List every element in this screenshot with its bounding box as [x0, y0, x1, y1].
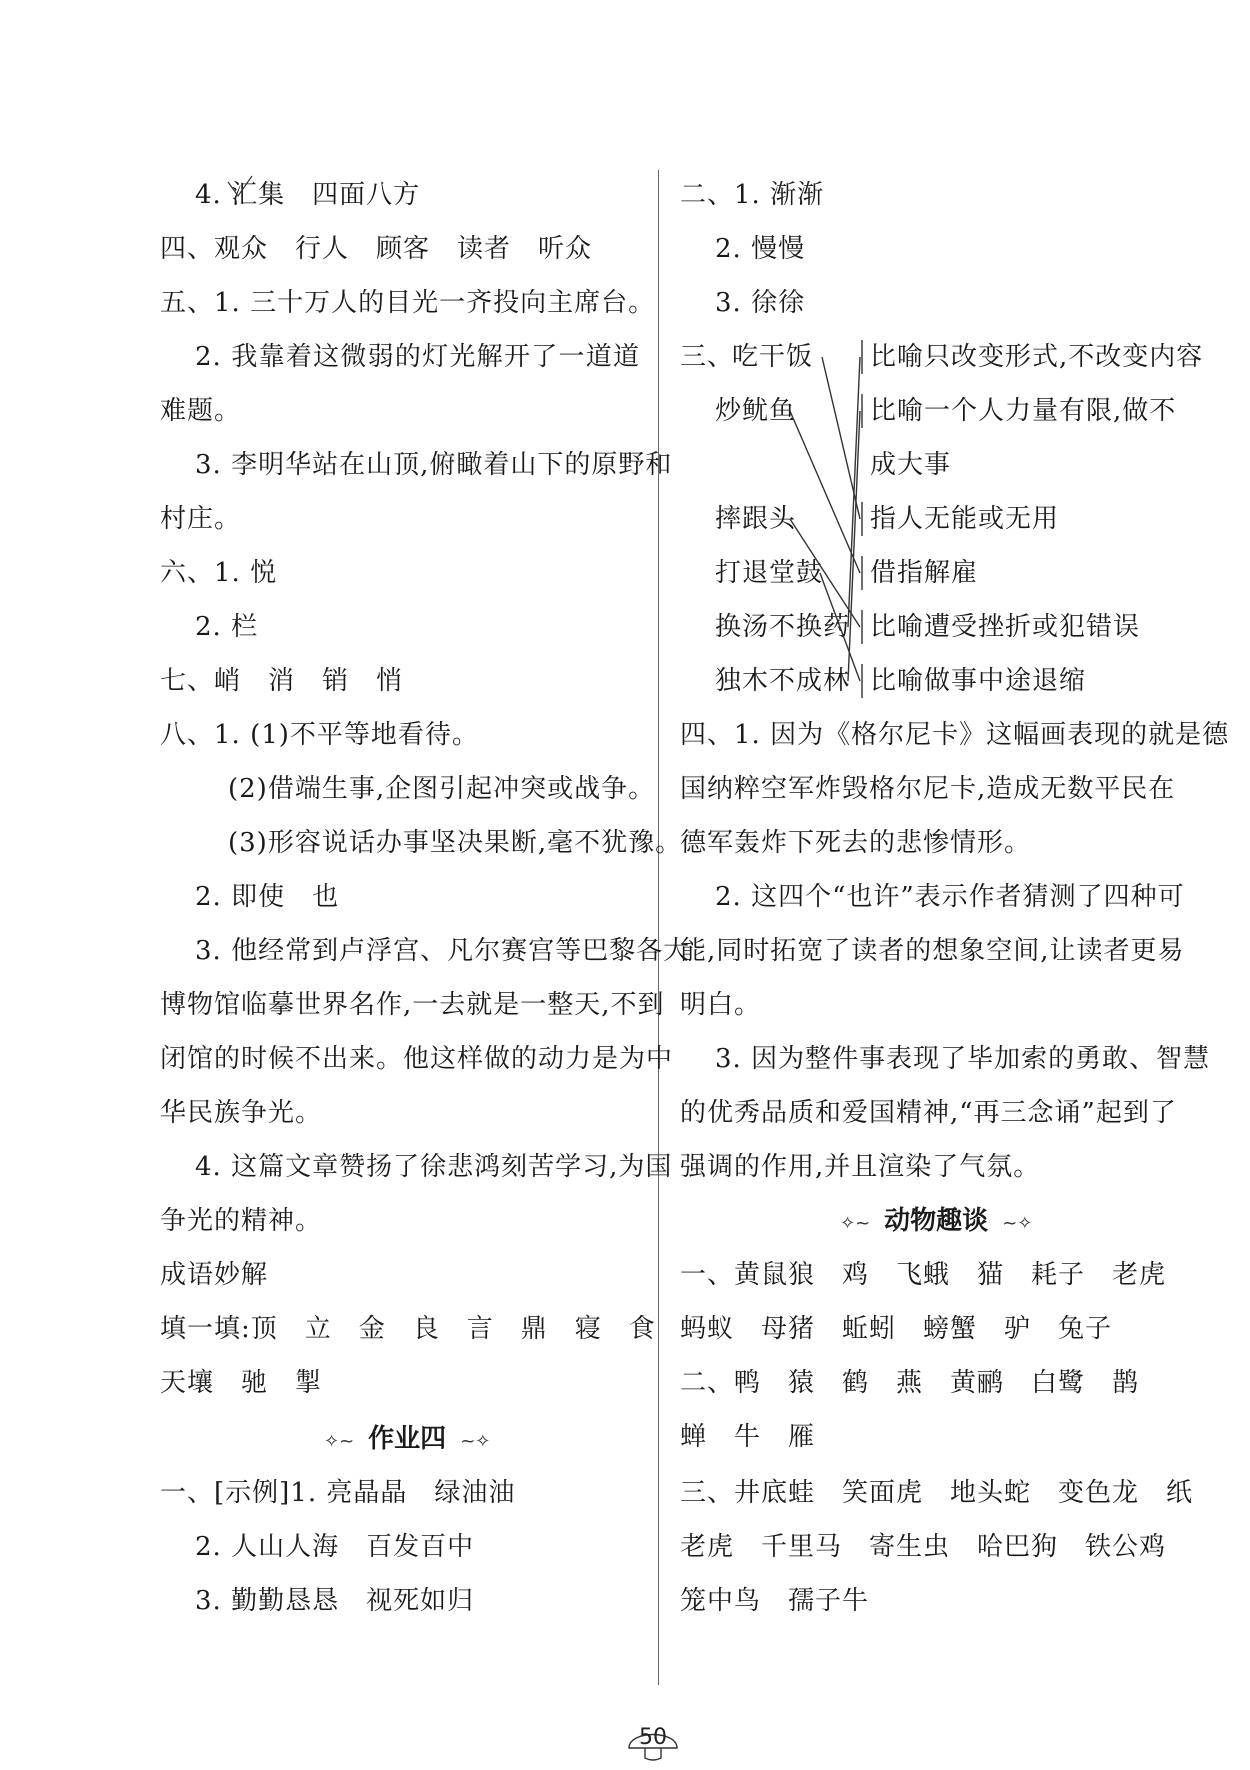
page-number: 50 — [639, 1725, 667, 1750]
check-mark-icon — [228, 176, 252, 196]
match-left-5: 换汤不换药 — [715, 612, 851, 642]
left-line-9: 2. 栏 — [195, 612, 259, 642]
match-left-2: 炒鱿鱼 — [715, 396, 797, 426]
matching-prefix: 三、 — [680, 342, 735, 372]
left-line-1: 4. 汇集 四面八方 — [195, 180, 421, 210]
ornament-left-icon: ✧~ — [840, 1213, 871, 1234]
match-line-3 — [790, 519, 860, 627]
right-line-8: 能,同时拓宽了读者的想象空间,让读者更易 — [680, 936, 1185, 966]
match-right-5: 比喻遭受挫折或犯错误 — [870, 612, 1141, 642]
left-line-12: (2)借端生事,企图引起冲突或战争。 — [228, 774, 656, 804]
right-line-9: 明白。 — [680, 990, 762, 1020]
ornament-right-icon: ~✧ — [1002, 1213, 1033, 1234]
left-line-21: 成语妙解 — [160, 1260, 269, 1290]
match-right-2-cont: 成大事 — [870, 450, 952, 480]
match-right-1: 比喻只改变形式,不改变内容 — [870, 342, 1204, 372]
left-line-17: 闭馆的时候不出来。他这样做的动力是为中 — [160, 1044, 674, 1074]
left-line-20: 争光的精神。 — [160, 1206, 323, 1236]
right-line-19: 笼中鸟 孺子牛 — [680, 1586, 870, 1616]
left-line-13: (3)形容说话办事坚决果断,毫不犹豫。 — [228, 828, 683, 858]
left-line-25: 2. 人山人海 百发百中 — [195, 1532, 475, 1562]
match-line-4 — [820, 573, 860, 681]
right-line-17: 三、井底蛙 笑面虎 地头蛇 变色龙 纸 — [680, 1478, 1194, 1508]
left-line-24: 一、[示例]1. 亮晶晶 绿油油 — [160, 1478, 516, 1508]
section-heading-animals — [826, 1204, 1046, 1241]
left-line-10: 七、峭 消 销 悄 — [160, 666, 404, 696]
right-line-5: 国纳粹空军炸毁格尔尼卡,造成无数平民在 — [680, 774, 1176, 804]
right-line-13: 一、黄鼠狼 鸡 飞蛾 猫 耗子 老虎 — [680, 1260, 1167, 1290]
match-left-6: 独木不成林 — [715, 666, 851, 696]
right-line-6: 德军轰炸下死去的悲惨情形。 — [680, 828, 1032, 858]
match-right-4: 借指解雇 — [870, 558, 979, 588]
left-line-16: 博物馆临摹世界名作,一去就是一整天,不到 — [160, 990, 665, 1020]
match-line-5 — [848, 357, 860, 627]
left-line-2: 四、观众 行人 顾客 读者 听众 — [160, 234, 593, 264]
left-line-23: 天壤 驰 掣 — [160, 1368, 323, 1398]
right-line-15: 二、鸭 猿 鹤 燕 黄鹂 白鹭 鹊 — [680, 1368, 1140, 1398]
left-line-5: 难题。 — [160, 396, 242, 426]
match-left-4: 打退堂鼓 — [715, 558, 824, 588]
page-number-badge — [625, 1722, 681, 1762]
left-line-14: 2. 即使 也 — [195, 882, 340, 912]
left-line-11: 八、1. (1)不平等地看待。 — [160, 720, 479, 750]
right-line-7: 2. 这四个“也许”表示作者猜测了四种可 — [715, 882, 1185, 912]
left-line-4: 2. 我靠着这微弱的灯光解开了一道道 — [195, 342, 640, 372]
match-left-3: 摔跟头 — [715, 504, 797, 534]
left-line-15: 3. 他经常到卢浮宫、凡尔赛宫等巴黎各大 — [195, 936, 691, 966]
heading-text: 作业四 — [368, 1424, 447, 1454]
left-line-26: 3. 勤勤恳恳 视死如归 — [195, 1586, 475, 1616]
right-line-4: 四、1. 因为《格尔尼卡》这幅画表现的就是德 — [680, 720, 1230, 750]
right-line-2: 2. 慢慢 — [715, 234, 806, 264]
left-line-18: 华民族争光。 — [160, 1098, 323, 1128]
right-line-16: 蝉 牛 雁 — [680, 1422, 816, 1452]
right-line-10: 3. 因为整件事表现了毕加索的勇敢、智慧 — [715, 1044, 1211, 1074]
match-line-6 — [848, 411, 860, 681]
ornament-right-icon: ~✧ — [460, 1431, 491, 1452]
left-line-19: 4. 这篇文章赞扬了徐悲鸿刻苦学习,为国 — [195, 1152, 673, 1182]
match-line-2 — [790, 411, 860, 573]
right-line-1: 二、1. 渐渐 — [680, 180, 825, 210]
match-right-2: 比喻一个人力量有限,做不 — [870, 396, 1177, 426]
right-line-11: 的优秀品质和爱国精神,“再三念诵”起到了 — [680, 1098, 1177, 1128]
left-line-22: 填一填:顶 立 金 良 言 鼎 寝 食 — [160, 1314, 656, 1344]
left-line-7: 村庄。 — [160, 504, 242, 534]
match-right-3: 指人无能或无用 — [870, 504, 1060, 534]
left-line-6: 3. 李明华站在山顶,俯瞰着山下的原野和 — [195, 450, 673, 480]
match-right-6: 比喻做事中途退缩 — [870, 666, 1087, 696]
right-line-12: 强调的作用,并且渲染了气氛。 — [680, 1152, 1041, 1182]
right-line-18: 老虎 千里马 寄生虫 哈巴狗 铁公鸡 — [680, 1532, 1167, 1562]
left-line-8: 六、1. 悦 — [160, 558, 278, 588]
right-line-3: 3. 徐徐 — [715, 288, 806, 318]
ornament-left-icon: ✧~ — [324, 1431, 355, 1452]
heading-text: 动物趣谈 — [884, 1206, 989, 1236]
match-left-1: 吃干饭 — [732, 342, 814, 372]
left-line-3: 五、1. 三十万人的目光一齐投向主席台。 — [160, 288, 656, 318]
right-line-14: 蚂蚁 母猪 蚯蚓 螃蟹 驴 兔子 — [680, 1314, 1113, 1344]
